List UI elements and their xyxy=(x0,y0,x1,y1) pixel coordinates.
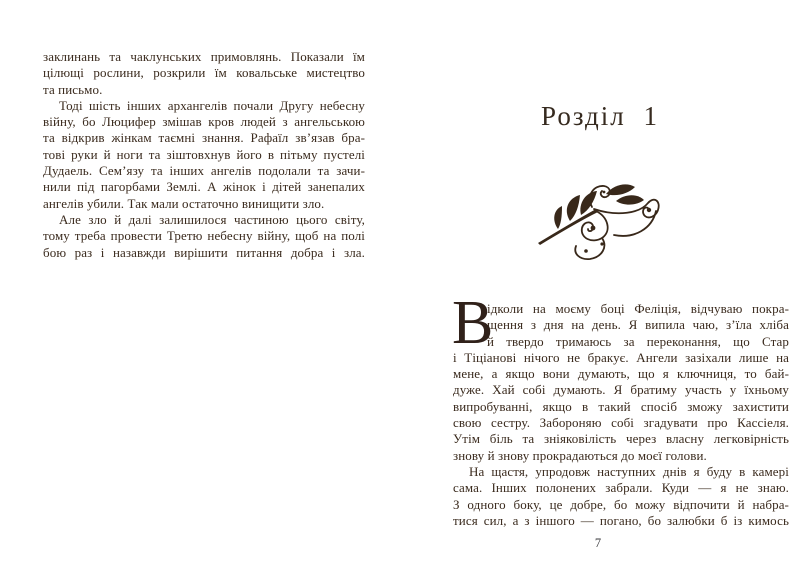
text-line: нили під пагорбами Землі. А жінок і дітей занепалих xyxy=(43,179,365,195)
text-line: заклинань та чаклунських примовлянь. Показали їм xyxy=(43,49,365,64)
text-line: і Тіціанові нічого не бракує. Ангели зазіхали лише на xyxy=(453,349,789,365)
text-line: тися сил, а з іншого — погано, бо залюбки б із кимось xyxy=(453,512,789,528)
text-line: На щастя, упродовж наступних днів я буду в камері xyxy=(469,463,789,479)
text-line: Але зло й далі залишилося частиною цього світу, xyxy=(59,211,365,227)
chapter-title: Розділ 1 xyxy=(541,101,659,131)
text-line: тому треба провести Третю небесну війну, щоб на полі xyxy=(43,228,365,244)
text-line: ангелів убили. Так мали остаточно винищити зло. xyxy=(43,195,325,211)
text-line: Тоді шість інших архангелів почали Другу небесну xyxy=(59,97,365,113)
text-line: сама. Інших полонених забрали. Куди — я не знаю. xyxy=(453,480,789,496)
text-line: ідколи на моєму боці Феліція, відчуваю покра- xyxy=(487,301,789,316)
text-line: тові руки й ноги та зіштовхнув його в пітьму пустелі xyxy=(43,146,365,162)
text-line: свою сестру. Забороняю собі згадувати про Кассіеля. xyxy=(453,415,789,431)
text-line: знову й знову прокрадаються до моєї голови. xyxy=(453,447,707,463)
text-line: випробуванні, якщо в такий спосіб зможу захистити xyxy=(453,398,789,414)
text-line: щення з дня на день. Я випила чаю, з’їла хліба xyxy=(487,317,789,333)
floral-flourish-ornament xyxy=(536,181,660,261)
text-line: Утім біль та зніяковілість через власну легковірність xyxy=(453,431,789,447)
paragraph xyxy=(43,98,365,212)
paragraph xyxy=(453,301,789,464)
text-line: й твердо тримаюсь за переконання, що Стар xyxy=(487,333,789,349)
text-line: та письмо. xyxy=(43,81,103,97)
paragraph xyxy=(453,464,789,529)
text-line: мене, а якщо вони думають, що я ключниця, то бай- xyxy=(453,366,789,382)
right-page-text xyxy=(452,289,789,529)
paragraph xyxy=(43,49,365,98)
text-line: війну, бо Люцифер змішав кров людей з ангельською xyxy=(43,114,365,130)
text-line: дуже. Хай собі думають. Я братиму участь у їхньому xyxy=(453,382,789,398)
paragraph xyxy=(43,212,365,261)
text-line: цілющі рослини, розкрили їм ковальське мистецтво xyxy=(43,65,365,81)
text-line: та відкрив жінкам таємні знання. Рафаїл зв’язав бра- xyxy=(43,130,365,146)
left-page-text xyxy=(43,49,365,261)
text-line: бою раз і назавжди вирішити питання добра і зла. xyxy=(43,244,365,260)
text-line: Дудаель. Сем’язу та інших ангелів подолали та зачи- xyxy=(43,163,365,179)
drop-cap: В xyxy=(452,289,494,357)
page-number: 7 xyxy=(594,536,602,550)
text-line: З одного боку, це добре, бо можу відпочити й набра- xyxy=(453,496,789,512)
